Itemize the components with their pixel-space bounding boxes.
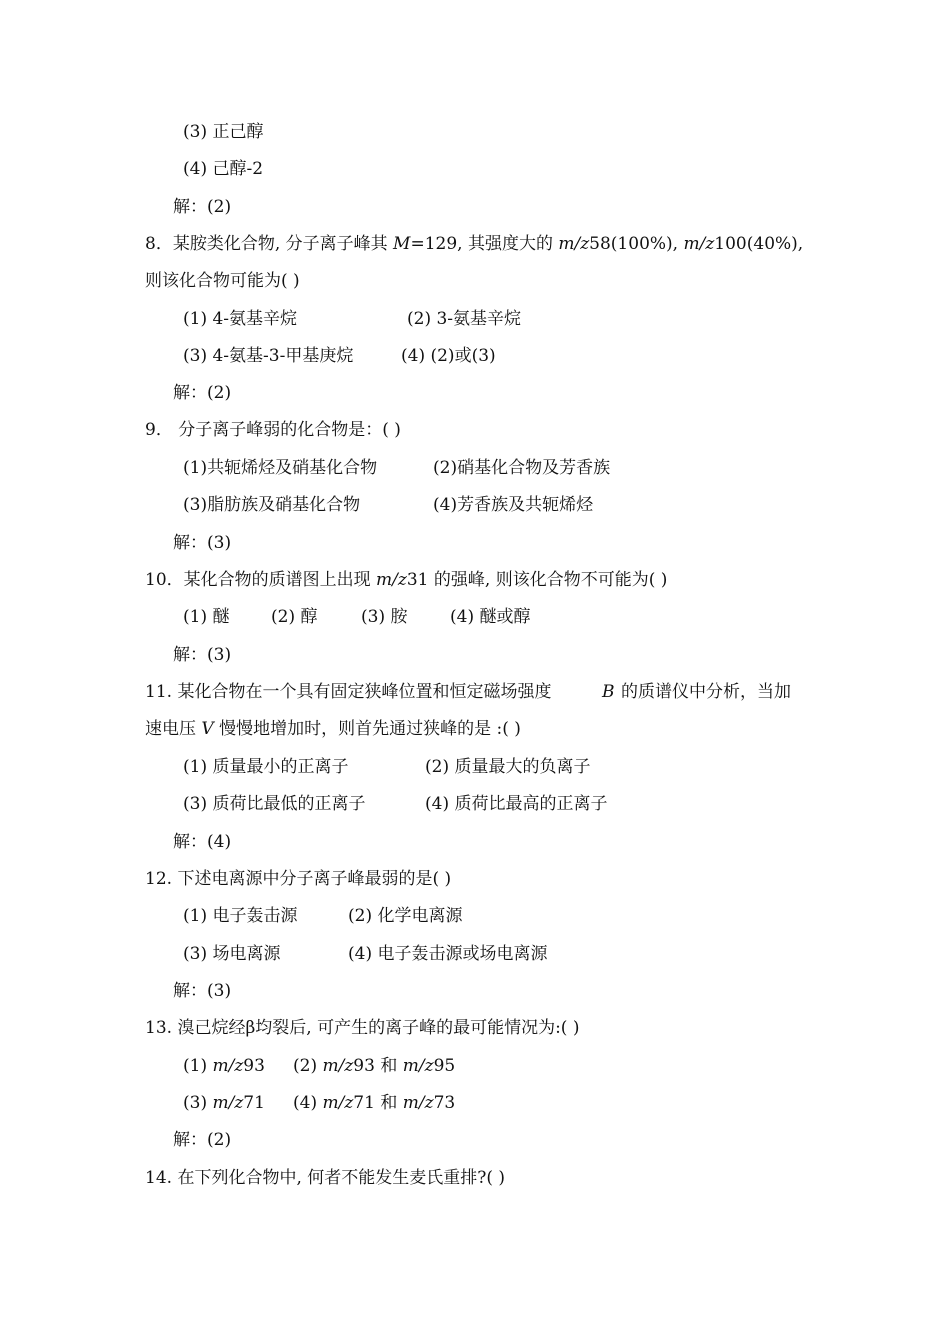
q14-stem [0, 1165, 910, 1191]
q13-option-2 [293, 1053, 455, 1079]
q12-answer-text: 解：(3) [173, 981, 232, 1001]
q11-options-row2 [0, 791, 910, 817]
q13-options-row2 [0, 1090, 910, 1116]
q13-option-2-mz1: m/z [322, 1056, 354, 1076]
q13-option-3 [183, 1090, 265, 1116]
q10-mz: m/z [376, 570, 407, 590]
q13-options-row1 [0, 1053, 910, 1079]
q13-option-3-b: 71 [243, 1093, 265, 1113]
q8-answer [0, 380, 910, 406]
q8-option-1: (1) 4-氨基辛烷 [183, 309, 298, 329]
q11-stem-line1 [0, 679, 910, 705]
q8-stem-b: =129, 其强度大的 [410, 234, 559, 254]
q13-option-1 [183, 1053, 265, 1079]
q8-answer-text: 解：(2) [173, 383, 232, 403]
q12-option-1: (1) 电子轰击源 [183, 906, 298, 926]
q12-option-2: (2) 化学电离源 [348, 906, 463, 926]
q13-option-3-a: (3) [183, 1093, 213, 1113]
q9-stem [0, 417, 910, 443]
q13-option-4-c: 73 [433, 1093, 456, 1113]
q9-option-4: (4)芳香族及共轭烯烃 [433, 495, 594, 515]
q13-option-4-mz1: m/z [322, 1093, 354, 1113]
q8-stem-d: 100(40%), [714, 234, 804, 254]
q8-option-2: (2) 3-氨基辛烷 [407, 309, 522, 329]
q11-option-4: (4) 质荷比最高的正离子 [425, 794, 608, 814]
q8-options-row2 [0, 343, 910, 369]
q11-stem-b: 的质谱仪中分析，当加 [621, 682, 791, 702]
q11-stem-line2-text [145, 716, 521, 742]
q12-option-4: (4) 电子轰击源或场电离源 [348, 944, 548, 964]
q11-stem-a: 11. 某化合物在一个具有固定狭峰位置和恒定磁场强度 [145, 682, 552, 702]
q8-stem-line2 [0, 268, 910, 294]
q8-stem-c: 58(100%), [589, 234, 684, 254]
q12-option-3: (3) 场电离源 [183, 944, 281, 964]
q9-option-2: (2)硝基化合物及芳香族 [433, 458, 611, 478]
q8-mz1: m/z [558, 234, 590, 254]
q11-option-1: (1) 质量最小的正离子 [183, 757, 349, 777]
q13-option-2-c: 95 [433, 1056, 456, 1076]
q9-options-row1 [0, 455, 910, 481]
q8-mz2: m/z [683, 234, 715, 254]
q10-option-3: (3) 胺 [361, 607, 408, 627]
q13-option-3-mz: m/z [212, 1093, 244, 1113]
q11-options-row1 [0, 754, 910, 780]
q13-stem [0, 1015, 910, 1041]
q11-option-3: (3) 质荷比最低的正离子 [183, 794, 366, 814]
q13-option-2-mz2: m/z [402, 1056, 434, 1076]
q8-stem-line1 [0, 231, 910, 257]
q8-stem-a: 8．某胺类化合物, 分子离子峰其 [145, 234, 394, 254]
q10-options [0, 604, 910, 630]
q13-option-4-mz2: m/z [402, 1093, 434, 1113]
q8-options-row1 [0, 306, 910, 332]
q10-stem-text [145, 567, 667, 593]
q10-stem-b: 31 的强峰, 则该化合物不可能为( ) [406, 570, 668, 590]
q7-answer [0, 194, 910, 220]
q13-stem-text: 13. 溴己烷经β均裂后, 可产生的离子峰的最可能情况为:( ) [145, 1018, 580, 1038]
q11-answer-text: 解：(4) [173, 832, 232, 852]
q12-stem-text: 12. 下述电离源中分子离子峰最弱的是( ) [145, 869, 452, 889]
q9-stem-text: 9． 分子离子峰弱的化合物是：( ) [145, 420, 401, 440]
q13-option-2-a: (2) [293, 1056, 323, 1076]
q11-stem-V: V [201, 719, 214, 739]
q10-option-4: (4) 醚或醇 [450, 607, 531, 627]
q9-answer-text: 解：(3) [173, 533, 232, 553]
q12-stem [0, 866, 910, 892]
q7-option-3 [0, 119, 910, 145]
q12-options-row2 [0, 941, 910, 967]
q11-option-2: (2) 质量最大的负离子 [425, 757, 591, 777]
q10-answer [0, 642, 910, 668]
q10-stem [0, 567, 910, 593]
q13-option-1-b: 93 [243, 1056, 265, 1076]
q9-option-1: (1)共轭烯烃及硝基化合物 [183, 458, 378, 478]
q13-option-1-mz: m/z [212, 1056, 244, 1076]
q12-options-row1 [0, 903, 910, 929]
q8-stem-text [145, 231, 803, 257]
q8-stem-line2-text: 则该化合物可能为( ) [145, 271, 300, 291]
q11-stem-c: 速电压 [145, 719, 202, 739]
q12-answer [0, 978, 910, 1004]
q13-option-4-b: 71 和 [353, 1093, 403, 1113]
q10-stem-a: 10．某化合物的质谱图上出现 [145, 570, 377, 590]
q8-stem-M: M [393, 234, 411, 254]
q14-stem-text: 14. 在下列化合物中, 何者不能发生麦氏重排?( ) [145, 1168, 506, 1188]
q13-answer [0, 1127, 910, 1153]
q8-option-3: (3) 4-氨基-3-甲基庚烷 [183, 346, 354, 366]
q7-answer-text: 解：(2) [173, 197, 232, 217]
q9-option-3: (3)脂肪族及硝基化合物 [183, 495, 361, 515]
q11-stem-line2 [0, 716, 910, 742]
q7-option-4-text: (4) 己醇-2 [183, 159, 264, 179]
q13-option-4 [293, 1090, 455, 1116]
q10-option-2: (2) 醇 [271, 607, 318, 627]
q13-option-1-a: (1) [183, 1056, 213, 1076]
q9-options-row2 [0, 492, 910, 518]
q13-option-2-b: 93 和 [353, 1056, 403, 1076]
q13-option-4-a: (4) [293, 1093, 323, 1113]
q13-answer-text: 解：(2) [173, 1130, 232, 1150]
q10-answer-text: 解：(3) [173, 645, 232, 665]
q9-answer [0, 530, 910, 556]
q8-option-4: (4) (2)或(3) [401, 346, 496, 366]
q11-stem-B: B [602, 682, 615, 702]
q11-answer [0, 829, 910, 855]
q7-option-4 [0, 156, 910, 182]
q10-option-1: (1) 醚 [183, 607, 230, 627]
q7-option-3-text: (3) 正己醇 [183, 122, 264, 142]
q11-stem-d: 慢慢地增加时，则首先通过狭峰的是 :( ) [213, 719, 521, 739]
